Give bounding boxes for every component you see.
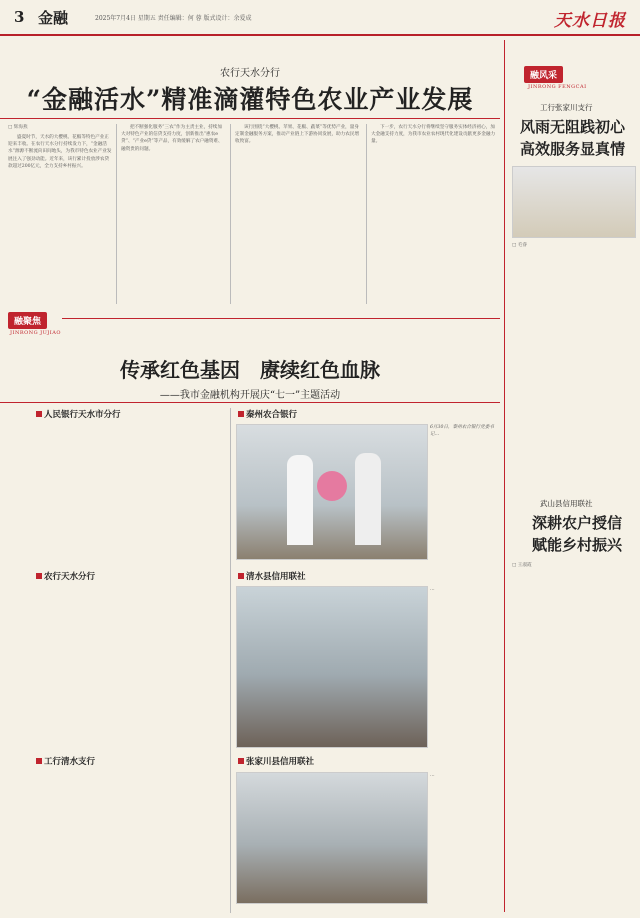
story-title: 高效服务显真情 [520,140,626,158]
square-bullet-icon [36,573,42,579]
section-name: 金融 [38,9,69,27]
page-number: 3 [14,8,25,26]
subsection-title: 农行天水分行 [36,570,95,582]
person-figure [287,455,313,545]
subsection-title: 人民银行天水市分行 [36,408,121,420]
news-photo [236,586,428,748]
photo-caption: … [430,773,435,778]
subsection-body [8,424,112,564]
story-title: 风雨无阻践初心 [520,118,626,136]
issue-meta: 2025年7月4日 星期五 责任编辑：何 蓉 版式设计：余爱成 [95,15,252,22]
news-photo [512,166,636,238]
subsection-body [8,586,112,746]
news-photo [236,424,428,560]
photo-caption: 6月30日，秦州农合银行党委书记… [430,425,494,437]
col-divider [116,124,117,304]
col-divider [230,124,231,304]
story-byline: □ 毛睿 [512,243,527,248]
subsection-title: 工行清水支行 [36,755,95,767]
flower-bouquet [317,471,347,501]
story-kicker: 工行张家川支行 [540,103,593,112]
person-figure [355,453,381,545]
lead-byline: □ 辉海燕 [8,125,28,130]
column-tag-en: JINRONG JUJIAO [10,330,61,336]
story-title: 深耕农户授信 [532,514,623,532]
subsection-body [121,424,225,564]
feature-rule [0,402,500,403]
lead-col-1: 盛夏时节，天水的大樱桃、花椒等特色产业正迎来丰收。在农行天水分行持续发力下，“金融活水”源源不断流向田间地头，为我市特色农业产业发展注入了强劲动能。近年来，该行累计投放涉农贷款超过200亿元，全力支持乡村振兴。 [8,135,112,169]
subsection-body [121,586,225,746]
lead-col-4: 下一步，农行天水分行将继续坚守服务实体经济初心，加大金融支持力度，为我市农业农村现代化建设贡献更多金融力量。 [371,125,496,145]
square-bullet-icon [36,411,42,417]
right-column-tag-en: JINRONG FENGCAI [528,84,587,90]
story-kicker: 武山县信用联社 [540,499,593,508]
story-body [512,574,634,912]
tag-rule [62,318,500,319]
lead-col-2: 把不断强化服务“三农”作为主责主业，持续加大对特色产业的信贷支持力度，创新推出“惠农e贷”、“产业e贷”等产品，有效缓解了农户融资难、融资贵的问题。 [121,125,223,152]
lead-kicker: 农行天水分行 [220,68,280,79]
square-bullet-icon [238,758,244,764]
col-divider [366,124,367,304]
newspaper-logo: 天水日报 [554,11,626,31]
subsection-title: 张家川县信用联社 [238,755,314,767]
column-tag: 融聚焦 [8,312,47,329]
photo-caption: … [430,587,435,592]
lead-col-3: 该行围绕“大樱桃、苹果、花椒、蔬菜”等优势产业，量身定制金融服务方案，推动产业链上下游协同发展，助力农民增收致富。 [235,125,360,145]
square-bullet-icon [238,573,244,579]
story-byline: □ 王淑霞 [512,563,532,568]
lead-headline: “金融活水”精准滴灌特色农业产业发展 [26,85,474,114]
headline-rule [0,118,500,119]
subsection-body [8,772,112,912]
news-photo [236,772,428,904]
subsection-title: 秦州农合银行 [238,408,297,420]
col-divider [230,408,231,913]
subsection-title: 清水县信用联社 [238,570,306,582]
feature-headline: 传承红色基因 赓续红色血脉 [120,358,380,382]
right-column-tag: 融风采 [524,66,563,83]
right-column-rule [504,40,505,912]
story-body [512,254,634,494]
subsection-body [121,772,225,912]
square-bullet-icon [36,758,42,764]
square-bullet-icon [238,411,244,417]
story-title: 赋能乡村振兴 [532,536,623,554]
feature-subhead: ——我市金融机构开展庆“七一”主题活动 [159,390,341,401]
